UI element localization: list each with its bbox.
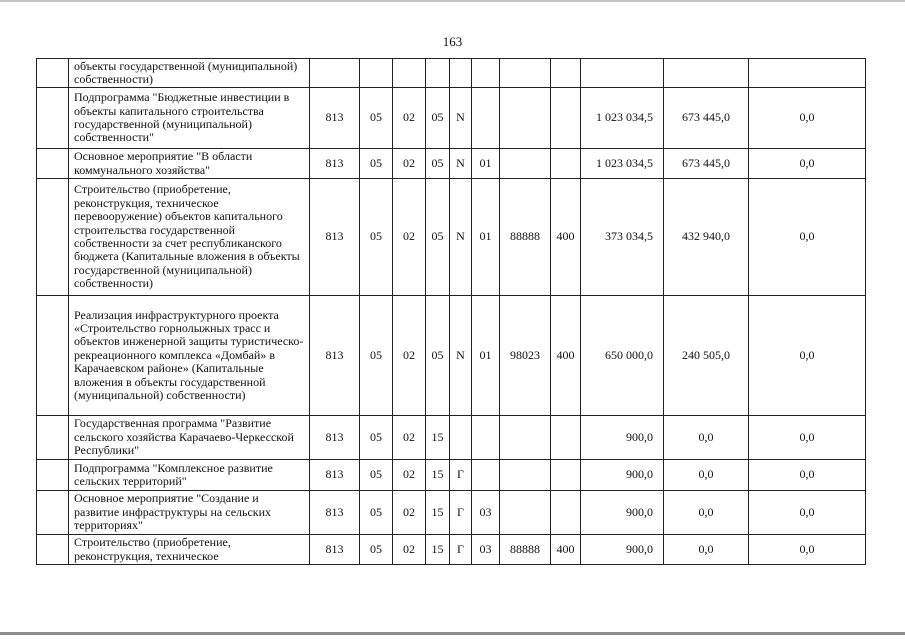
amount-year-1-cell (581, 59, 664, 88)
direction-code-cell (500, 460, 551, 491)
item-name-cell: Строительство (приобретение, реконструкция, техническое перевооружение) объектов капитального строительства государственной собственности за счет республиканского бюджета (Капитальные вложения в объекты государственной (муниципальной) собственности) (69, 179, 310, 296)
amount-year-2-cell: 673 445,0 (664, 88, 749, 149)
row-number-cell (37, 59, 69, 88)
amount-year-2-cell (664, 59, 749, 88)
subprogram-code-cell: N (450, 149, 472, 179)
subsection-code-cell: 02 (393, 88, 426, 149)
amount-year-2-cell: 0,0 (664, 535, 749, 565)
section-code-cell: 05 (360, 416, 393, 460)
expense-type-cell (551, 416, 581, 460)
ministry-code-cell: 813 (310, 416, 360, 460)
expense-type-cell: 400 (551, 179, 581, 296)
direction-code-cell: 88888 (500, 179, 551, 296)
amount-year-3-cell: 0,0 (749, 296, 866, 416)
amount-year-1-cell: 900,0 (581, 535, 664, 565)
row-number-cell (37, 535, 69, 565)
amount-year-2-cell: 673 445,0 (664, 149, 749, 179)
section-code-cell: 05 (360, 149, 393, 179)
subsection-code-cell: 02 (393, 149, 426, 179)
subsection-code-cell: 02 (393, 416, 426, 460)
amount-year-3-cell: 0,0 (749, 416, 866, 460)
expense-type-cell (551, 491, 581, 535)
measure-code-cell: 03 (472, 535, 500, 565)
row-number-cell (37, 460, 69, 491)
subsection-code-cell (393, 59, 426, 88)
subsection-code-cell: 02 (393, 460, 426, 491)
ministry-code-cell (310, 59, 360, 88)
amount-year-3-cell: 0,0 (749, 179, 866, 296)
direction-code-cell (500, 88, 551, 149)
section-code-cell: 05 (360, 460, 393, 491)
amount-year-2-cell: 240 505,0 (664, 296, 749, 416)
measure-code-cell: 03 (472, 491, 500, 535)
ministry-code-cell: 813 (310, 535, 360, 565)
subsection-code-cell: 02 (393, 296, 426, 416)
item-name-cell: Государственная программа "Развитие сельского хозяйства Карачаево-Черкесской Республики" (69, 416, 310, 460)
item-name-cell: Строительство (приобретение, реконструкция, техническое (69, 535, 310, 565)
table-row (37, 88, 866, 149)
amount-year-2-cell: 0,0 (664, 491, 749, 535)
subsection-code-cell: 02 (393, 491, 426, 535)
budget-table (36, 58, 866, 565)
expense-type-cell: 400 (551, 535, 581, 565)
ministry-code-cell: 813 (310, 296, 360, 416)
direction-code-cell (500, 59, 551, 88)
measure-code-cell: 01 (472, 296, 500, 416)
measure-code-cell (472, 460, 500, 491)
table-row (37, 59, 866, 88)
budget-table-body (37, 59, 866, 565)
subprogram-code-cell: Г (450, 535, 472, 565)
expense-type-cell (551, 149, 581, 179)
amount-year-3-cell: 0,0 (749, 535, 866, 565)
expense-type-cell: 400 (551, 296, 581, 416)
amount-year-1-cell: 373 034,5 (581, 179, 664, 296)
program-code-cell: 05 (426, 296, 450, 416)
subprogram-code-cell: N (450, 296, 472, 416)
direction-code-cell: 88888 (500, 535, 551, 565)
item-name-cell: объекты государственной (муниципальной) собственности) (69, 59, 310, 88)
ministry-code-cell: 813 (310, 491, 360, 535)
subsection-code-cell: 02 (393, 179, 426, 296)
page-number: 163 (442, 34, 463, 49)
measure-code-cell: 01 (472, 149, 500, 179)
measure-code-cell (472, 59, 500, 88)
ministry-code-cell: 813 (310, 149, 360, 179)
amount-year-1-cell: 650 000,0 (581, 296, 664, 416)
row-number-cell (37, 296, 69, 416)
measure-code-cell (472, 88, 500, 149)
ministry-code-cell: 813 (310, 179, 360, 296)
amount-year-1-cell: 1 023 034,5 (581, 149, 664, 179)
measure-code-cell (472, 416, 500, 460)
section-code-cell: 05 (360, 535, 393, 565)
amount-year-3-cell: 0,0 (749, 491, 866, 535)
ministry-code-cell: 813 (310, 88, 360, 149)
row-number-cell (37, 416, 69, 460)
table-row (37, 416, 866, 460)
program-code-cell: 15 (426, 460, 450, 491)
direction-code-cell (500, 416, 551, 460)
amount-year-2-cell: 0,0 (664, 416, 749, 460)
table-row (37, 460, 866, 491)
row-number-cell (37, 179, 69, 296)
program-code-cell: 05 (426, 179, 450, 296)
direction-code-cell (500, 149, 551, 179)
amount-year-1-cell: 1 023 034,5 (581, 88, 664, 149)
expense-type-cell (551, 59, 581, 88)
amount-year-3-cell (749, 59, 866, 88)
item-name-cell: Основное мероприятие "Создание и развитие инфраструктуры на сельских территориях" (69, 491, 310, 535)
amount-year-1-cell: 900,0 (581, 491, 664, 535)
expense-type-cell (551, 460, 581, 491)
row-number-cell (37, 491, 69, 535)
measure-code-cell: 01 (472, 179, 500, 296)
item-name-cell: Подпрограмма "Бюджетные инвестиции в объекты капитального строительства государственной (муниципальной) собственности" (69, 88, 310, 149)
section-code-cell: 05 (360, 296, 393, 416)
subprogram-code-cell: Г (450, 460, 472, 491)
amount-year-3-cell: 0,0 (749, 460, 866, 491)
subprogram-code-cell: N (450, 179, 472, 296)
subprogram-code-cell (450, 416, 472, 460)
table-row (37, 179, 866, 296)
program-code-cell (426, 59, 450, 88)
row-number-cell (37, 149, 69, 179)
program-code-cell: 15 (426, 416, 450, 460)
amount-year-3-cell: 0,0 (749, 149, 866, 179)
section-code-cell: 05 (360, 491, 393, 535)
page-top-edge (0, 0, 905, 2)
amount-year-1-cell: 900,0 (581, 416, 664, 460)
table-row (37, 535, 866, 565)
section-code-cell: 05 (360, 179, 393, 296)
amount-year-2-cell: 432 940,0 (664, 179, 749, 296)
program-code-cell: 05 (426, 88, 450, 149)
program-code-cell: 15 (426, 535, 450, 565)
subprogram-code-cell (450, 59, 472, 88)
program-code-cell: 05 (426, 149, 450, 179)
table-row (37, 149, 866, 179)
subsection-code-cell: 02 (393, 535, 426, 565)
item-name-cell: Основное мероприятие "В области коммунального хозяйства" (69, 149, 310, 179)
direction-code-cell: 98023 (500, 296, 551, 416)
amount-year-1-cell: 900,0 (581, 460, 664, 491)
ministry-code-cell: 813 (310, 460, 360, 491)
item-name-cell: Подпрограмма "Комплексное развитие сельских территорий" (69, 460, 310, 491)
expense-type-cell (551, 88, 581, 149)
section-code-cell: 05 (360, 88, 393, 149)
amount-year-3-cell: 0,0 (749, 88, 866, 149)
page-bottom-edge (0, 632, 905, 635)
amount-year-2-cell: 0,0 (664, 460, 749, 491)
direction-code-cell (500, 491, 551, 535)
item-name-cell: Реализация инфраструктурного проекта «Строительство горнолыжных трасс и объектов инженерной защиты туристическо-рекреационного комплекса «Домбай» в Карачаевском районе» (Капитальные вложения в объекты государственной (муниципальной) собственности) (69, 296, 310, 416)
subprogram-code-cell: Г (450, 491, 472, 535)
table-row (37, 296, 866, 416)
subprogram-code-cell: N (450, 88, 472, 149)
program-code-cell: 15 (426, 491, 450, 535)
table-row (37, 491, 866, 535)
row-number-cell (37, 88, 69, 149)
section-code-cell (360, 59, 393, 88)
